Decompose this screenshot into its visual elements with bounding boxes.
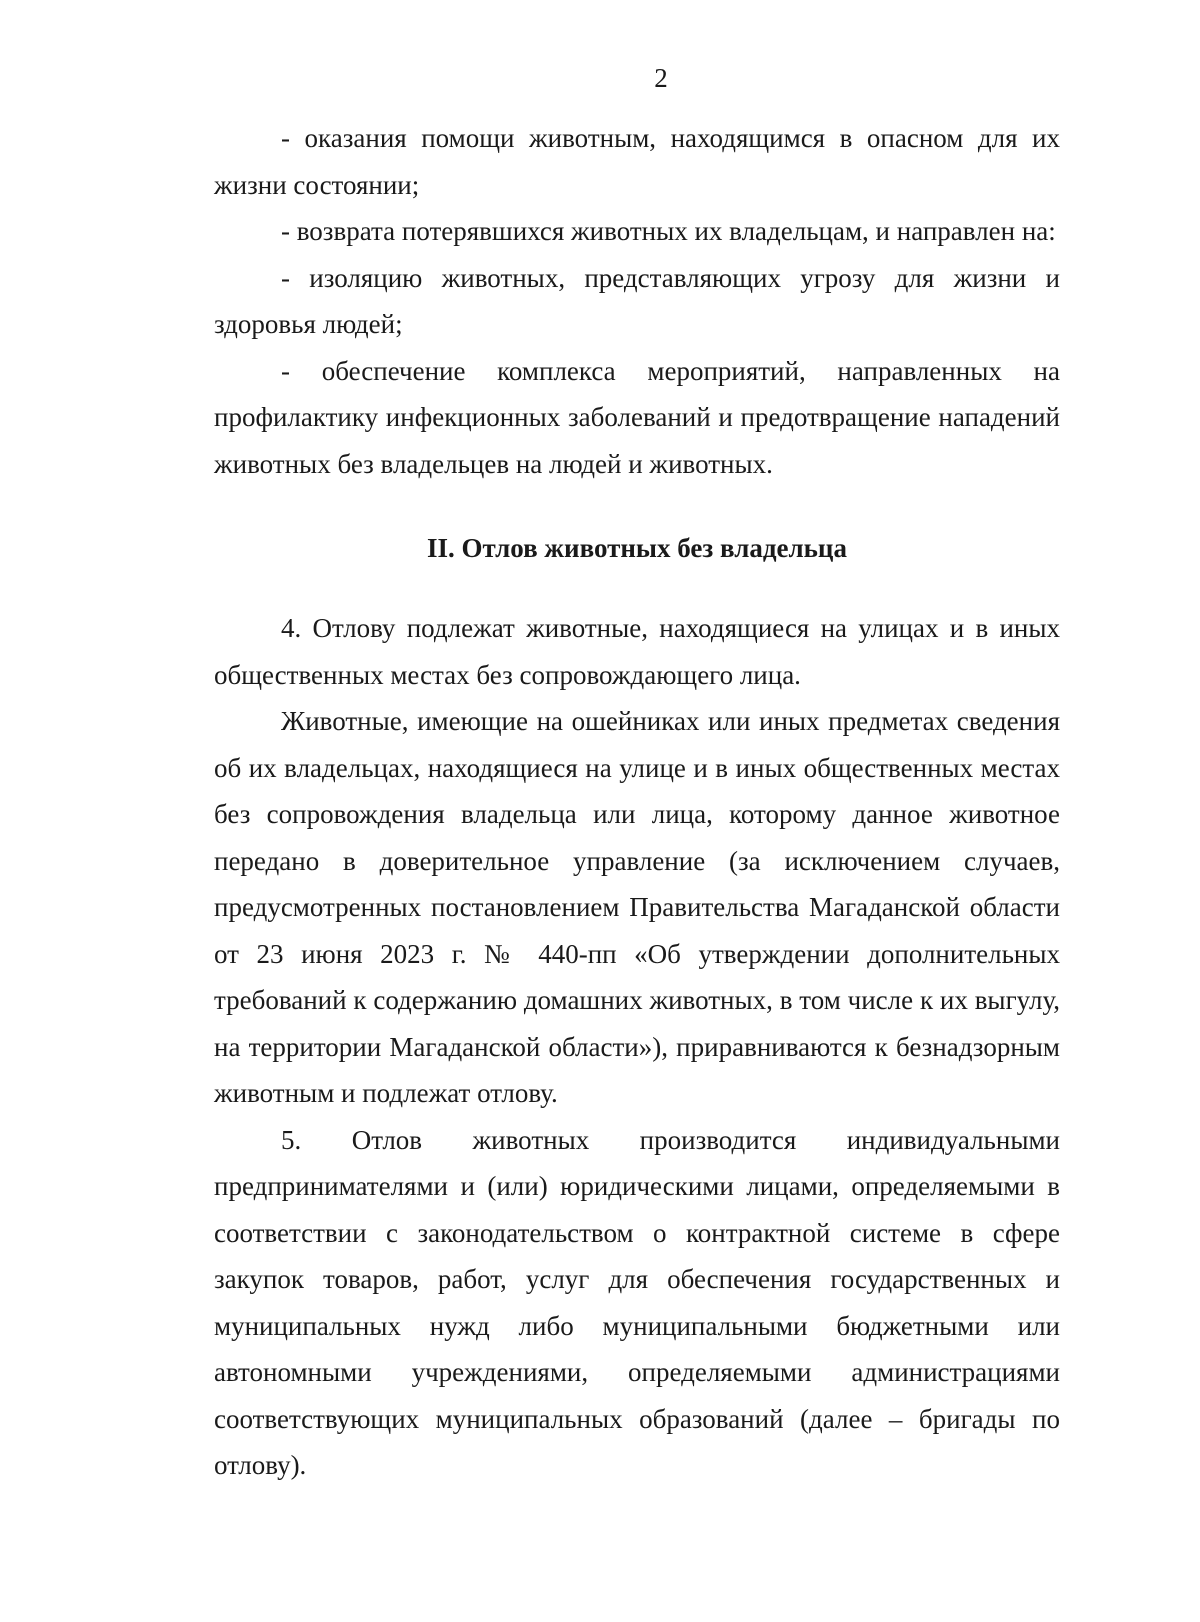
paragraph-help-animals: - оказания помощи животным, находящимся в опасном для их жизни состоянии; [214, 123, 1060, 200]
paragraph-item-4: 4. Отлову подлежат животные, находящиеся на улицах и в иных общественных местах без сопровождающего лица. [214, 613, 1060, 690]
paragraph-return-animals: - возврата потерявшихся животных их владельцам, и направлен на: [281, 216, 1056, 246]
document-body [214, 115, 1060, 1489]
page-number: 2 [654, 63, 668, 93]
paragraph-item-5: 5. Отлов животных производится индивидуальными предпринимателями и (или) юридическими лицами, определяемыми в соответствии с законодательством о контрактной системе в сфере закупок товаров, работ, услуг для обеспечения государственных и муниципальных нужд либо муниципальными бюджетными или автономными учреждениями, определяемыми администрациями соответствующих муниципальных образований (далее – бригады по отлову). [214, 1124, 1060, 1480]
section-heading: II. Отлов животных без владельца [427, 533, 847, 563]
paragraph-measures: - обеспечение комплекса мероприятий, направленных на профилактику инфекционных заболеваний и предотвращение нападений животных без владельцев на людей и животных. [214, 355, 1060, 479]
paragraph-animals-with-collars: Животные, имеющие на ошейниках или иных предметах сведения об их владельцах, находящиеся на улице и в иных общественных местах без сопровождения владельца или лица, которому данное животное передано в доверительное управление (за исключением случаев, предусмотренных постановлением Правительства Магаданской области от 23 июня 2023 г. № 440-пп «Об утверждении дополнительных требований к содержанию домашних животных, в том числе к их выгулу, на территории Магаданской области»), приравниваются к безнадзорным животным и подлежат отлову. [214, 706, 1060, 1108]
paragraph-isolation: - изоляцию животных, представляющих угрозу для жизни и здоровья людей; [214, 262, 1060, 339]
